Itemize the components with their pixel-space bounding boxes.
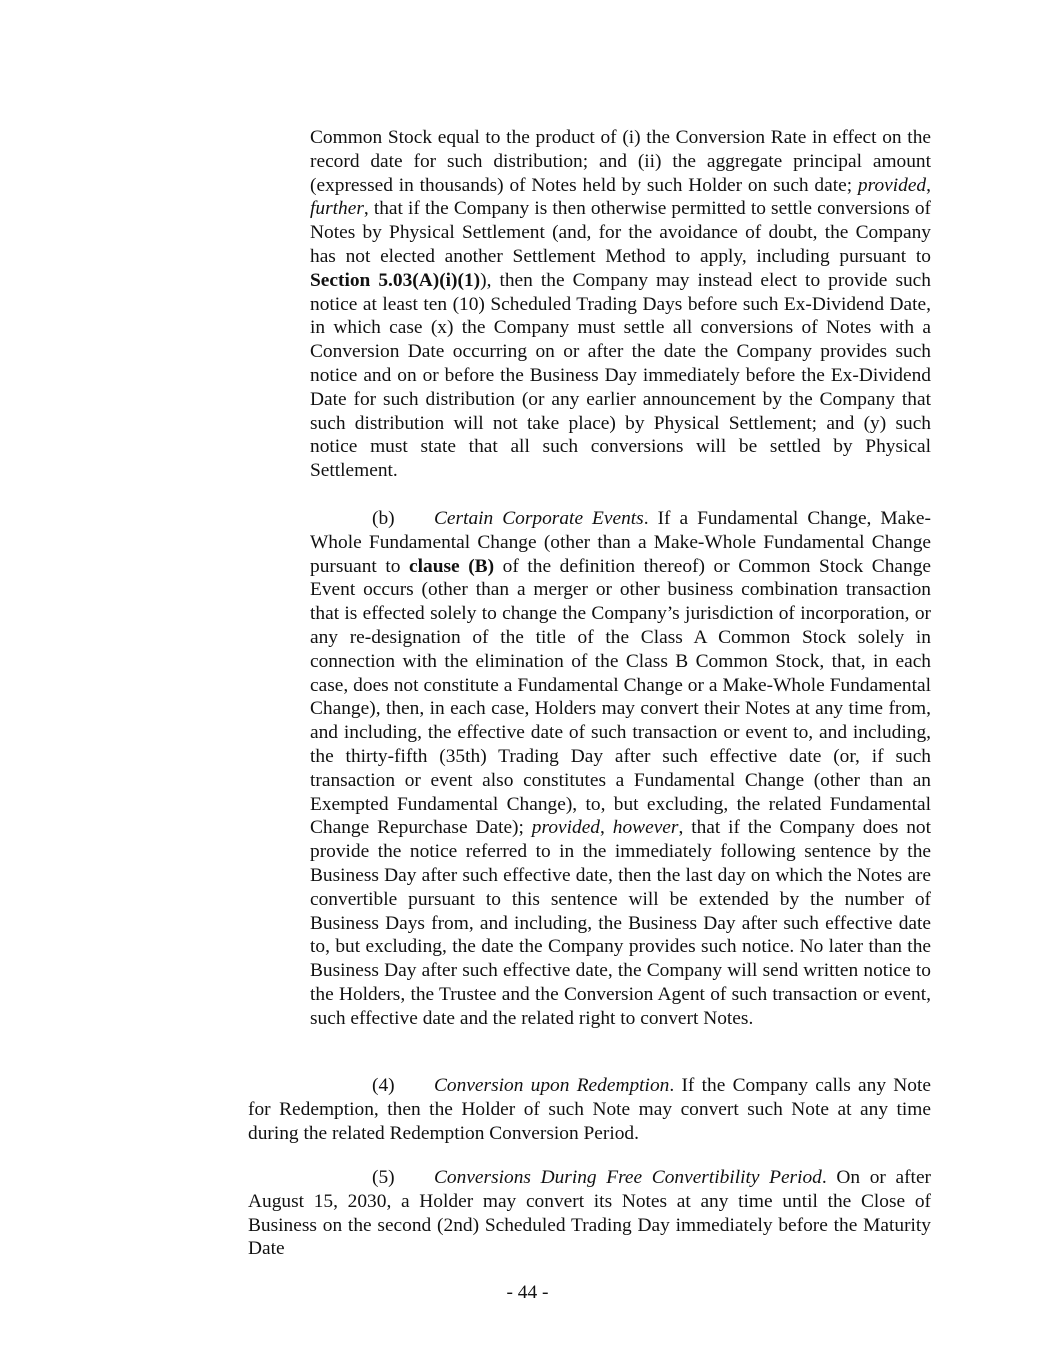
clause-heading: Conversion upon Redemption: [434, 1075, 670, 1096]
paragraph-conversion-upon-redemption: [248, 1074, 931, 1145]
text: of the definition thereof) or Common Stock Change Event occurs (other than a merger or other business combination transaction that is effected solely to change the Company’s jurisdiction of incorporation, or any re-designation of the title of the Class A Common Stock solely in connection with the elimination of the Class B Common Stock, that, in each case, does not constitute a Fundamental Change or a Make-Whole Fundamental Change), then, in each case, Holders may convert their Notes at any time from, and including, the effective date of such transaction or event to, and including, the thirty-fifth (35th) Trading Day after such effective date (or, if such transaction or event also constitutes a Fundamental Change (other than an Exempted Fundamental Change), to, but excluding, the related Fundamental Change Repurchase Date);: [310, 555, 932, 839]
section-reference: Section 5.03(A)(i)(1): [310, 269, 481, 291]
italic-however: however: [612, 817, 679, 839]
clause-reference: clause (B): [409, 555, 495, 577]
text: , that if the Company does not provide the notice referred to in the immediately following sentence by the Business Day after such effective date, then the last day on which the Notes are convertible pursuant to this sentence will be extended by the number of Business Days from, and including, the Business Day after such effective date to, but excluding, the date the Company provides such notice. No later than the Business Day after such effective date, the Company will send written notice to the Holders, the Trustee and the Conversion Agent of such transaction or event, such effective date and the related right to convert Notes.: [310, 817, 931, 1029]
italic-provided: provided: [857, 174, 927, 196]
clause-number: (5): [372, 1167, 395, 1188]
text: . On or after August 15, 2030, a Holder may convert its Notes at any time until the Close of Business on the second (2nd) Scheduled Trading Day immediately before the Maturity Date: [248, 1167, 932, 1260]
text: Common Stock equal to the product of (i) the Conversion Rate in effect on the record date for such distribution; and (ii) the aggregate principal amount (expressed in thousands) of Notes held by such Holder on such date;: [310, 127, 931, 196]
clause-heading: Conversions During Free Convertibility Period: [434, 1167, 822, 1188]
clause-number: (4): [372, 1075, 395, 1096]
clause-number: (b): [372, 508, 395, 529]
text: ), then the Company may instead elect to provide such notice at least ten (10) Scheduled Trading Days before such Ex-Dividend Date, in which case (x) the Company must settle all conversions of Notes with a Conversion Date occurring on or after the date the Company provides such notice and on or before the Business Day immediately before the Ex-Dividend Date for such distribution (or any earlier announcement by the Company that such distribution will not take place) by Physical Settlement; and (y) such notice must state that all such conversions will be settled by Physical Settlement.: [310, 269, 931, 482]
clause-heading: Certain Corporate Events: [434, 508, 644, 529]
italic-provided: provided: [531, 817, 601, 839]
paragraph-certain-corporate-events: [310, 507, 931, 1031]
text: . If a Fundamental Change, Make-Whole Fundamental Change (other than a Make-Whole Fundamental Change pursuant to: [310, 508, 931, 577]
page-number: - 44 -: [506, 1282, 549, 1303]
text: . If the Company calls any Note for Redemption, then the Holder of such Note may convert such Note at any time during the related Redemption Conversion Period.: [248, 1075, 931, 1144]
paragraph-free-convertibility: [248, 1166, 931, 1261]
text: ,: [600, 817, 613, 839]
paragraph-settlement-notice: [310, 126, 931, 483]
text: ,: [926, 174, 931, 196]
text: , that if the Company is then otherwise permitted to settle conversions of Notes by Physical Settlement (and, for the avoidance of doubt, the Company has not elected another Settlement Method to apply, including pursuant to: [310, 198, 931, 267]
italic-further: further: [310, 198, 364, 220]
